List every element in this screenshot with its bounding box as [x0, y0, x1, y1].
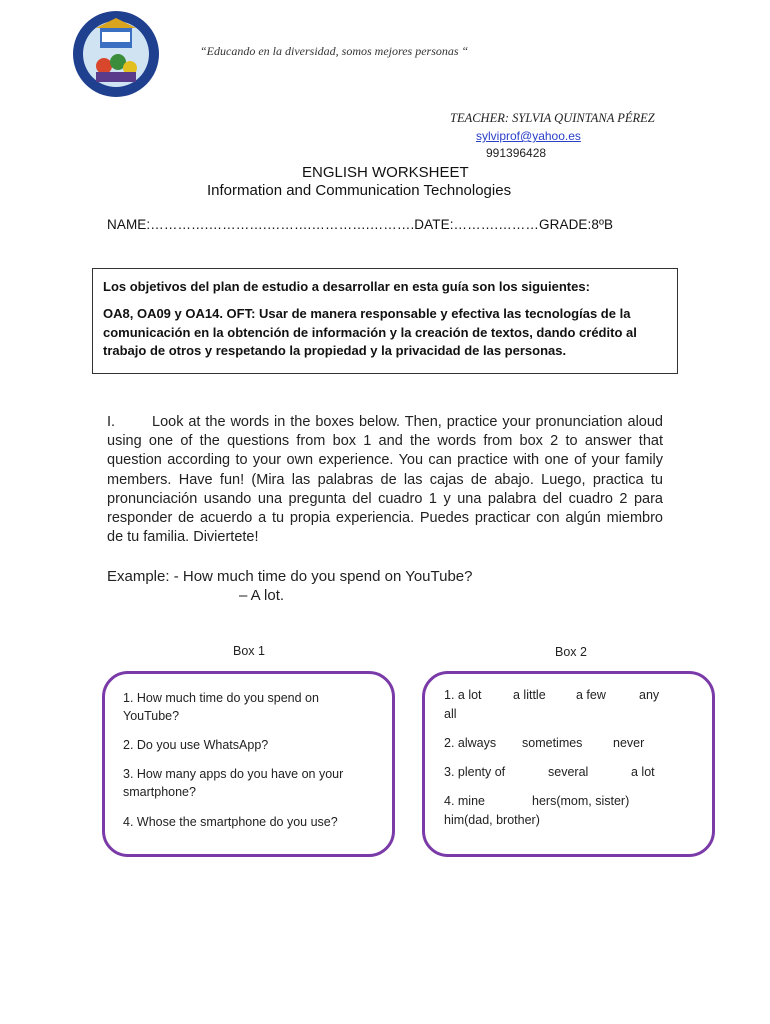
- teacher-name: TEACHER: SYLVIA QUINTANA PÉREZ: [450, 111, 655, 125]
- instruction-text: Look at the words in the boxes below. Then, practice your pronunciation aloud using one of the questions from box 1 and the words from box 2 to answer that question according to your own experience. You can practice with one of your family members. Have fun! (Mira las palabras de las cajas de abajo. Luego, practica tu pronunciación usando una pregunta del cuadro 1 y una palabra del cuadro 2 para responder de acuerdo a tu propia experiencia. Puedes practicar con algún miembro de tu familia. Diviertete!: [107, 414, 663, 546]
- box1-item: 1. How much time do you spend on YouTube?: [123, 691, 319, 723]
- box2-word: sometimes: [522, 736, 583, 750]
- box2-word: several: [548, 765, 589, 779]
- box2-word: 4. mine: [444, 794, 485, 808]
- box2-word: a few: [576, 688, 606, 702]
- instruction-number: I.: [107, 414, 116, 430]
- teacher-email-link[interactable]: sylviprof@yahoo.es: [476, 129, 581, 143]
- box2-word: all: [444, 707, 457, 721]
- teacher-phone: 991396428: [486, 146, 547, 160]
- worksheet-subtitle: Information and Communication Technologies: [207, 182, 512, 199]
- example-answer: – A lot.: [239, 587, 285, 604]
- box1-item: 4. Whose the smartphone do you use?: [123, 815, 338, 829]
- instruction-paragraph: [107, 413, 663, 547]
- box1-item: 3. How many apps do you have on your smartphone?: [123, 767, 344, 799]
- name-date-grade-line: NAME:………….………….……….………….……….DATE:……….………GRADE:8ºB: [107, 217, 614, 232]
- school-motto: “Educando en la diversidad, somos mejores personas “: [200, 44, 469, 58]
- objectives-body: OA8, OA09 y OA14. OFT: Usar de manera responsable y efectiva las tecnologías de la comunicación en la obtención de información y la creación de textos, dando crédito al trabajo de otros y respetando la propiedad y la privacidad de las personas.: [103, 306, 637, 358]
- box2-word: him(dad, brother): [444, 813, 540, 827]
- box2-word: 3. plenty of: [444, 765, 506, 779]
- box2-label: Box 2: [555, 645, 587, 659]
- box1-item: 2. Do you use WhatsApp?: [123, 738, 269, 752]
- box2-word: any: [639, 688, 660, 702]
- school-logo: [72, 10, 160, 98]
- box2-word: hers(mom, sister): [532, 794, 630, 808]
- example-question: Example: - How much time do you spend on YouTube?: [107, 568, 473, 585]
- box2-word: never: [613, 736, 645, 750]
- box2-word: a little: [513, 688, 546, 702]
- worksheet-title: ENGLISH WORKSHEET: [302, 164, 469, 181]
- box2-word: a lot: [631, 765, 655, 779]
- box2-word: 2. always: [444, 736, 497, 750]
- box2-word: 1. a lot: [444, 688, 482, 702]
- box1-label: Box 1: [233, 644, 265, 658]
- objectives-heading: Los objetivos del plan de estudio a desarrollar en esta guía son los siguientes:: [103, 279, 590, 294]
